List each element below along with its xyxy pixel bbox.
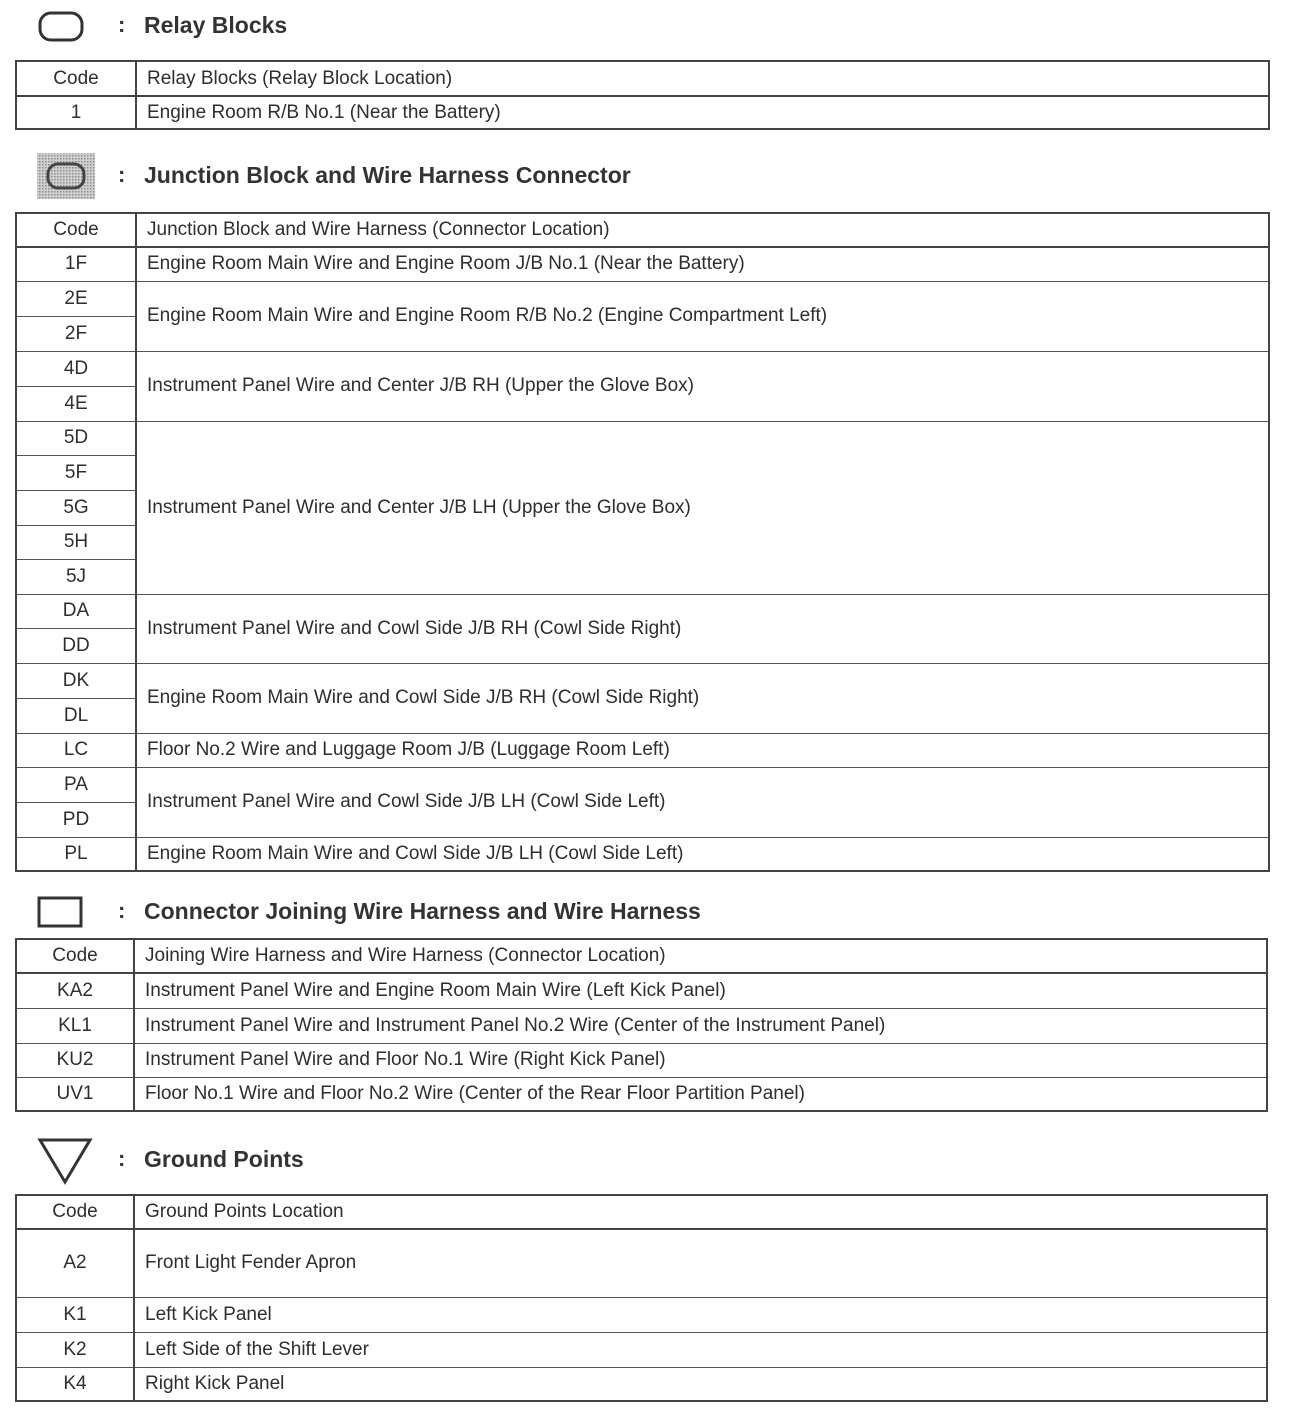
code-cell: PD (16, 802, 136, 837)
table-row (16, 1297, 1267, 1332)
desc-cell: Engine Room Main Wire and Cowl Side J/B LH (Cowl Side Left) (136, 837, 1269, 871)
rectangle-outline-icon (36, 894, 86, 930)
code-cell: K2 (16, 1332, 134, 1367)
section-header-relay-blocks (0, 6, 1000, 46)
section-title: Relay Blocks (144, 12, 288, 38)
section-colon: : (118, 162, 126, 187)
code-cell: 5D (16, 421, 136, 455)
section-header-connector-joining (0, 890, 1000, 930)
table-row (16, 247, 1269, 281)
table-row (16, 973, 1267, 1008)
code-cell: DK (16, 663, 136, 698)
code-cell: DA (16, 594, 136, 628)
desc-cell: Left Side of the Shift Lever (134, 1332, 1267, 1367)
code-cell: KA2 (16, 973, 134, 1008)
table-row (16, 733, 1269, 767)
table-row (16, 663, 1269, 698)
desc-cell: Instrument Panel Wire and Floor No.1 Wire (Right Kick Panel) (134, 1043, 1267, 1077)
code-cell: A2 (16, 1229, 134, 1297)
table-header-row (16, 213, 1269, 247)
desc-cell: Engine Room Main Wire and Engine Room J/B No.1 (Near the Battery) (136, 247, 1269, 281)
section-title: Junction Block and Wire Harness Connector (144, 162, 631, 188)
table-row (16, 1332, 1267, 1367)
code-cell: 4D (16, 351, 136, 386)
ground-points-table (15, 1194, 1268, 1402)
code-cell: PL (16, 837, 136, 871)
desc-cell: Right Kick Panel (134, 1367, 1267, 1401)
junction-block-table (15, 212, 1270, 872)
code-cell: 5H (16, 525, 136, 559)
desc-cell: Engine Room Main Wire and Engine Room R/B No.2 (Engine Compartment Left) (136, 281, 1269, 351)
code-header: Code (16, 939, 134, 973)
table-row (16, 1008, 1267, 1043)
table-header-row (16, 61, 1269, 96)
table-row (16, 96, 1269, 129)
table-header-row (16, 939, 1267, 973)
desc-header: Ground Points Location (134, 1195, 1267, 1229)
desc-header: Junction Block and Wire Harness (Connector Location) (136, 213, 1269, 247)
code-header: Code (16, 1195, 134, 1229)
section-title: Ground Points (144, 1146, 304, 1172)
desc-cell: Engine Room Main Wire and Cowl Side J/B RH (Cowl Side Right) (136, 663, 1269, 733)
section-title: Connector Joining Wire Harness and Wire Harness (144, 898, 701, 924)
table-row (16, 1043, 1267, 1077)
code-cell: UV1 (16, 1077, 134, 1111)
desc-cell: Engine Room R/B No.1 (Near the Battery) (136, 96, 1269, 129)
code-cell: KL1 (16, 1008, 134, 1043)
desc-header: Relay Blocks (Relay Block Location) (136, 61, 1269, 96)
code-header: Code (16, 61, 136, 96)
connector-joining-table (15, 938, 1268, 1112)
desc-cell: Floor No.1 Wire and Floor No.2 Wire (Center of the Rear Floor Partition Panel) (134, 1077, 1267, 1111)
code-cell: PA (16, 767, 136, 802)
shaded-rounded-rect-icon (36, 152, 98, 202)
table-row (16, 351, 1269, 386)
code-cell: K4 (16, 1367, 134, 1401)
code-cell: 5G (16, 490, 136, 525)
section-colon: : (118, 898, 126, 923)
table-row (16, 767, 1269, 802)
code-cell: DL (16, 698, 136, 733)
desc-cell: Floor No.2 Wire and Luggage Room J/B (Luggage Room Left) (136, 733, 1269, 767)
table-row (16, 594, 1269, 628)
desc-cell: Front Light Fender Apron (134, 1229, 1267, 1297)
desc-cell: Left Kick Panel (134, 1297, 1267, 1332)
desc-cell: Instrument Panel Wire and Cowl Side J/B LH (Cowl Side Left) (136, 767, 1269, 837)
table-header-row (16, 1195, 1267, 1229)
desc-header: Joining Wire Harness and Wire Harness (Connector Location) (134, 939, 1267, 973)
code-cell: DD (16, 628, 136, 663)
desc-cell: Instrument Panel Wire and Instrument Panel No.2 Wire (Center of the Instrument Panel) (134, 1008, 1267, 1043)
code-cell: KU2 (16, 1043, 134, 1077)
code-header: Code (16, 213, 136, 247)
inverted-triangle-icon (36, 1136, 94, 1186)
code-cell: K1 (16, 1297, 134, 1332)
code-cell: 5J (16, 559, 136, 594)
rounded-rect-outline-icon (38, 10, 86, 44)
code-cell: 2E (16, 281, 136, 316)
desc-cell: Instrument Panel Wire and Engine Room Main Wire (Left Kick Panel) (134, 973, 1267, 1008)
code-cell: 1 (16, 96, 136, 129)
table-row (16, 837, 1269, 871)
section-header-junction-block (0, 154, 1000, 194)
table-row (16, 281, 1269, 316)
code-cell: 1F (16, 247, 136, 281)
section-header-ground-points (0, 1136, 1000, 1176)
table-row (16, 1229, 1267, 1297)
table-row (16, 421, 1269, 455)
relay-blocks-table (15, 60, 1270, 130)
code-cell: 4E (16, 386, 136, 421)
table-row (16, 1077, 1267, 1111)
desc-cell: Instrument Panel Wire and Center J/B RH (Upper the Glove Box) (136, 351, 1269, 421)
section-colon: : (118, 12, 126, 37)
code-cell: LC (16, 733, 136, 767)
desc-cell: Instrument Panel Wire and Cowl Side J/B RH (Cowl Side Right) (136, 594, 1269, 663)
code-cell: 5F (16, 455, 136, 490)
table-row (16, 1367, 1267, 1401)
section-colon: : (118, 1146, 126, 1171)
code-cell: 2F (16, 316, 136, 351)
desc-cell: Instrument Panel Wire and Center J/B LH (Upper the Glove Box) (136, 421, 1269, 594)
